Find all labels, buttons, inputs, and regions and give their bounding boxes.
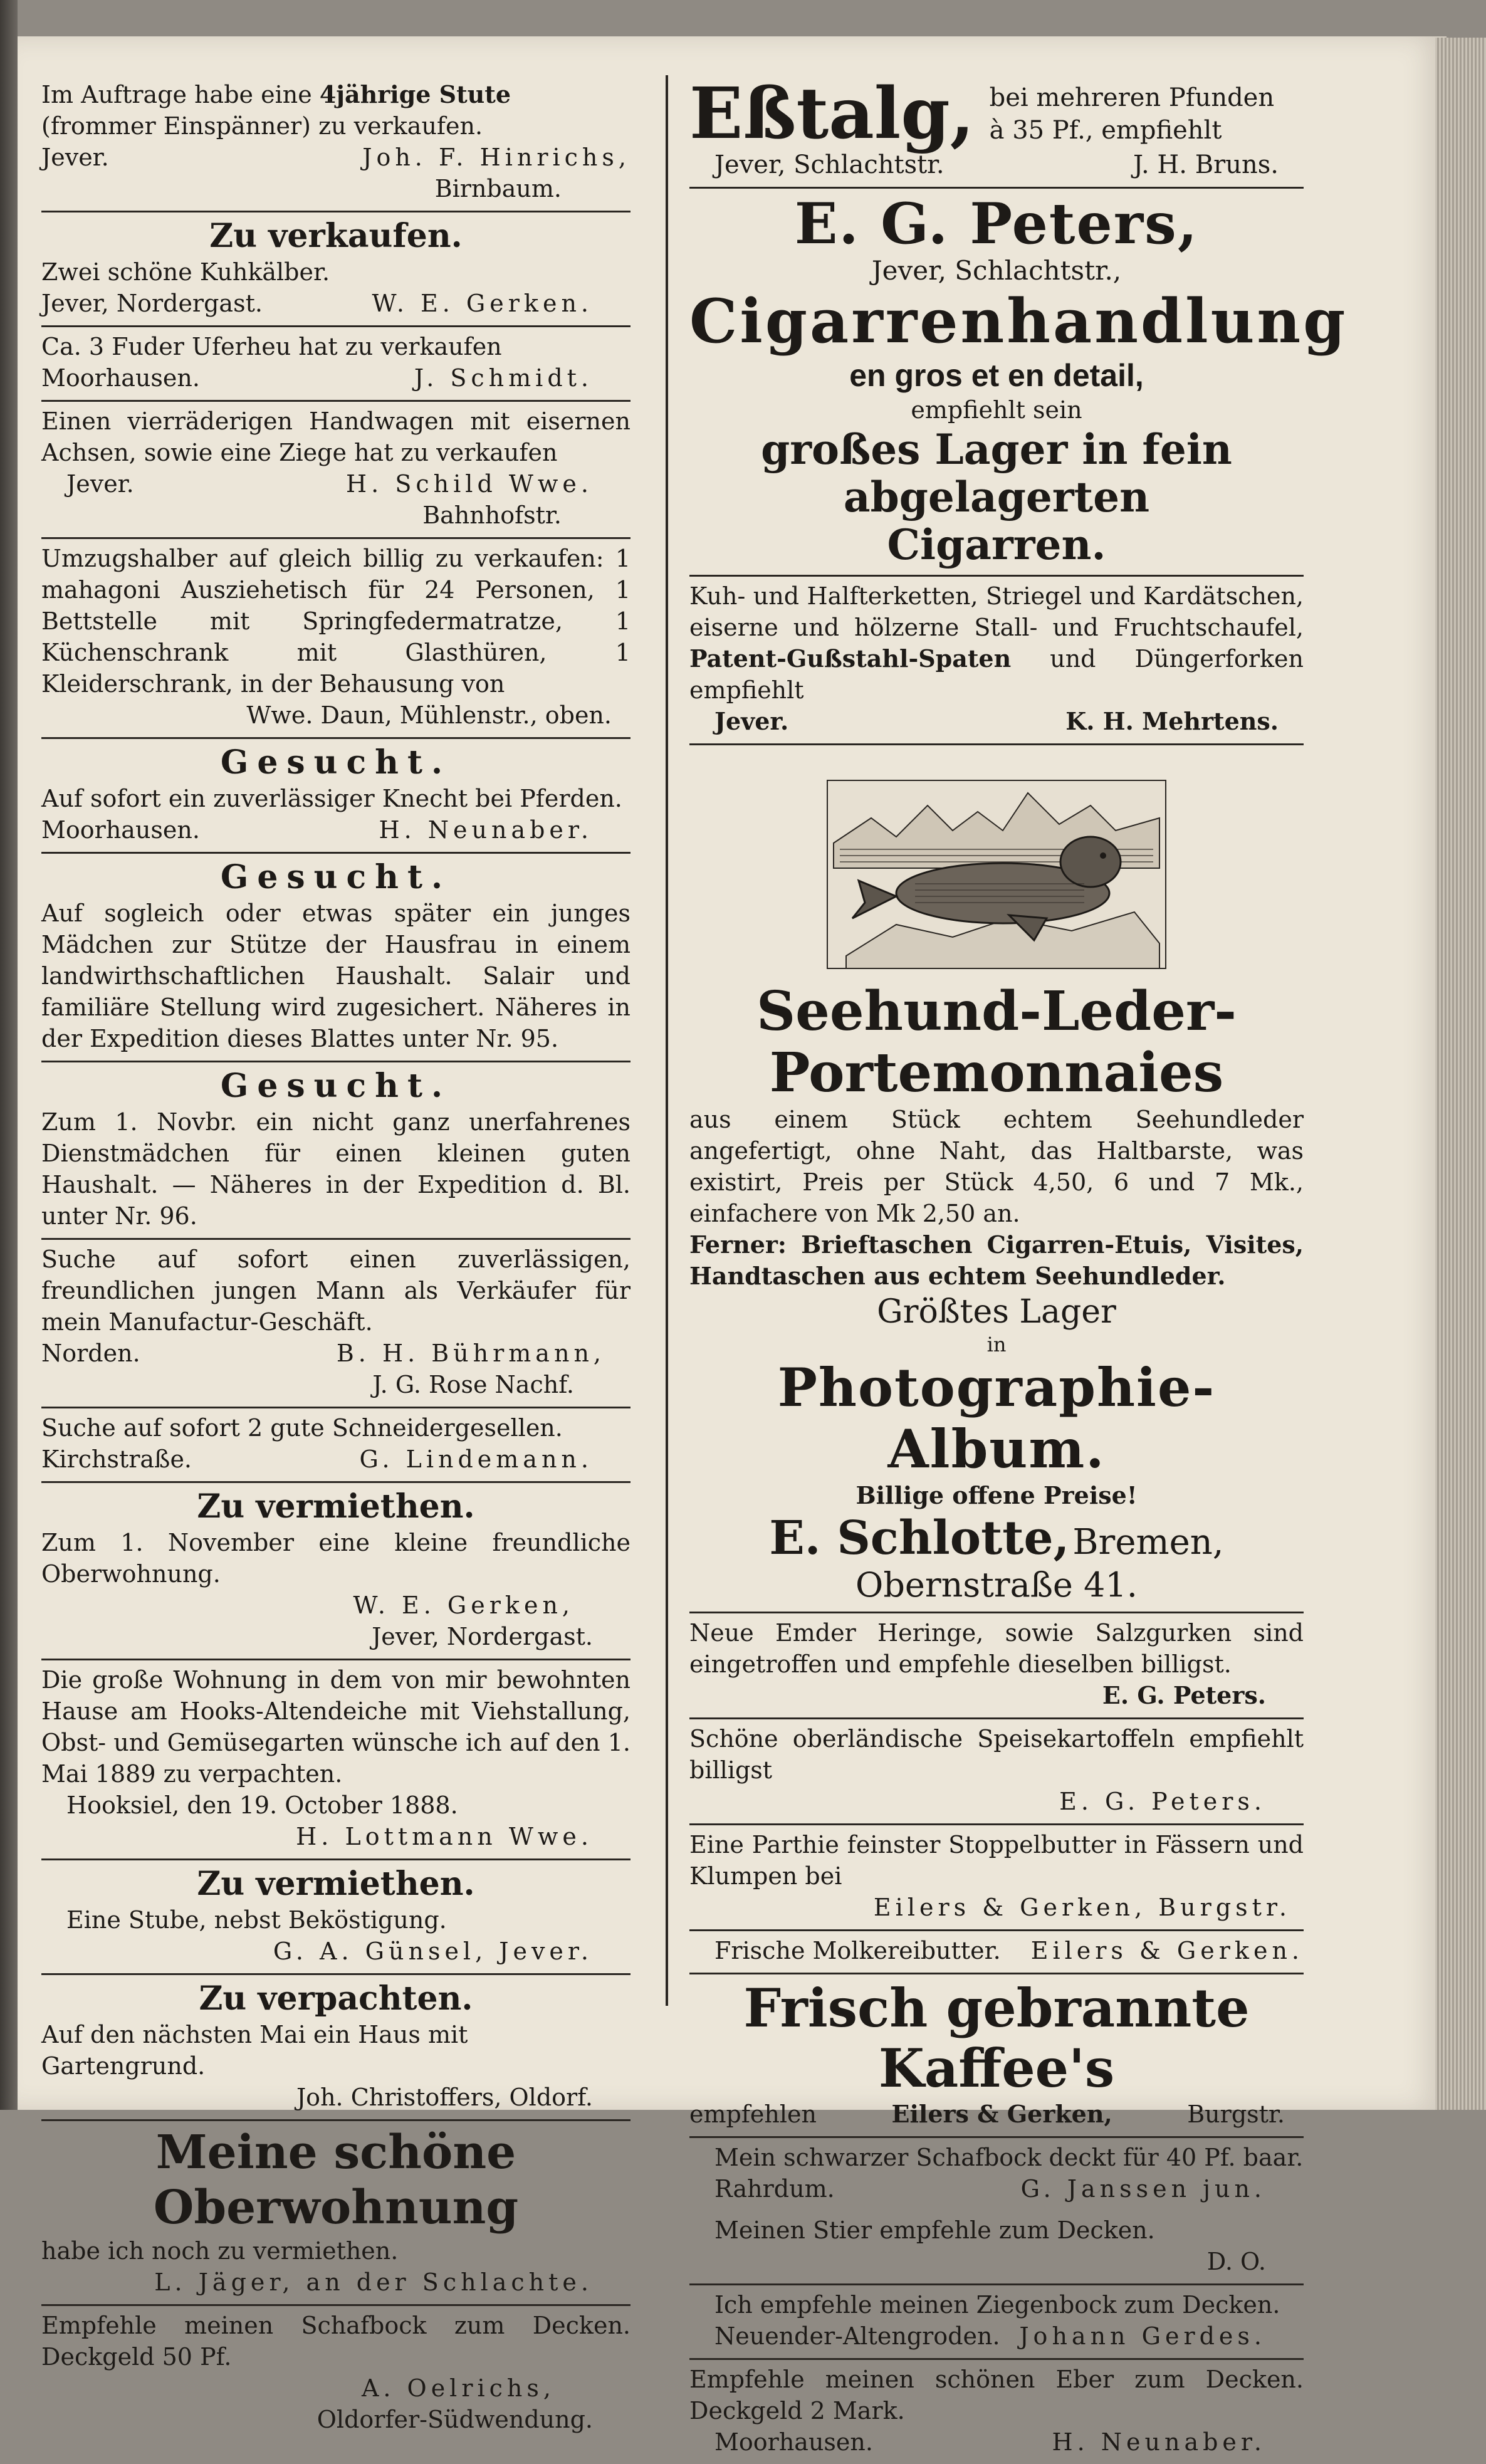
ad-text: Im Auftrage habe eine [41, 81, 312, 108]
ad-heading: Zu vermiethen. [197, 1487, 475, 1526]
ad-oberwohnung [41, 1483, 631, 1660]
ad-heading: Gesucht. [220, 743, 452, 782]
ad-text: (frommer Einspänner) zu verkaufen. [41, 112, 483, 140]
ad-signature: Eilers & Gerken. [1030, 1937, 1304, 1964]
ad-signature: H. Neunaber. [1052, 2428, 1266, 2456]
ad-signature: J. G. Rose Nachf. [372, 1371, 574, 1398]
ad-signature: W. E. Gerken. [372, 290, 593, 317]
ad-merchant-name: E. G. Peters, [794, 191, 1199, 257]
ad-signature: Wwe. Daun, Mühlenstr., oben. [246, 701, 612, 729]
ad-town: Moorhausen. [714, 2428, 873, 2456]
ad-town: Moorhausen. [41, 816, 200, 844]
ad-text: Ca. 3 Fuder Uferheu hat zu verkaufen [41, 333, 502, 360]
ad-text: Ferner: Brieftaschen Cigarren-Etuis, Visites, Handtaschen aus echtem Seehundleder. [689, 1230, 1304, 1290]
ad-heading: Gesucht. [220, 1067, 452, 1105]
ad-text: Auf sogleich oder etwas später ein junges Mädchen zur Stütze der Hausfrau in einem landwirthschaftlichen Haushalt. Salair und familiäre Stellung wird zugesichert. Näheres in der Expedition dieses Blattes unter Nr. 95. [41, 899, 631, 1052]
ad-text: Empfehle meinen Schafbock zum Decken. Deckgeld 50 Pf. [41, 2312, 631, 2371]
ad-town: Bremen, [1072, 1522, 1224, 1563]
ad-signature: H. Neunaber. [379, 816, 593, 844]
ad-text: Frische Molkereibutter. [714, 1937, 1001, 1964]
ad-text: Empfehle meinen schönen Eber zum Decken. Deckgeld 2 Mark. [689, 2366, 1304, 2425]
ad-place: Bahnhofstr. [422, 501, 562, 529]
ad-highlight: 4jährige Stute [319, 80, 511, 108]
ad-town: Kirchstraße. [41, 1445, 192, 1473]
ad-town: Jever, Nordergast. [41, 290, 263, 317]
ad-stute [41, 75, 631, 212]
ad-seehund-schlotte [689, 745, 1304, 1613]
ad-signature: Joh. F. Hinrichs, [362, 144, 631, 171]
ad-town: Rahrdum. [714, 2175, 835, 2203]
ad-signature: G. Lindemann. [359, 1445, 593, 1473]
ad-text: Kuh- und Halfterketten, Striegel und Kardätschen, eiserne und hölzerne Stall- und Fruchtschaufel, [689, 582, 1304, 641]
ad-place: Jever, Nordergast. [372, 1623, 593, 1650]
ad-text: à 35 Pf., empfiehlt [989, 116, 1222, 145]
ad-text: Eine Parthie feinster Stoppelbutter in Fässern und Klumpen bei [689, 1831, 1304, 1890]
ad-signature: A. Oelrichs, [361, 2374, 555, 2402]
ad-schafbock-janssen [689, 2138, 1304, 2211]
ad-text: Schöne oberländische Speisekartoffeln empfiehlt billigst [689, 1725, 1304, 1784]
ad-dienstmaedchen [41, 1062, 631, 1240]
ad-eber [689, 2360, 1304, 2464]
ad-town: Jever, Schlachtstr., [871, 255, 1122, 286]
ad-stoppelbutter [689, 1825, 1304, 1931]
ad-text: Meinen Stier empfehle zum Decken. [714, 2216, 1155, 2244]
ad-town: Jever. [41, 144, 109, 171]
ad-schafbock-oelrichs [41, 2306, 631, 2441]
ad-heading: Zu verpachten. [199, 1979, 473, 2018]
ad-text: habe ich noch zu vermiethen. [41, 2237, 399, 2265]
ad-text: aus einem Stück echtem Seehundleder angefertigt, ohne Naht, das Haltbarste, was existirt, Preis per Stück 4,50, 6 und 7 Mk., einfachere von Mk 2,50 an. [689, 1106, 1304, 1227]
ad-verkaeufer [41, 1240, 631, 1408]
column-divider [666, 75, 668, 2006]
ad-esstalg [689, 75, 1304, 189]
ad-uferheu [41, 327, 631, 402]
ad-town: Moorhausen. [41, 364, 200, 392]
ad-subheading: Größtes Lager [877, 1293, 1116, 1331]
ad-stier [689, 2211, 1304, 2285]
ad-handwagen [41, 402, 631, 539]
ad-text: empfehlen [689, 2100, 817, 2128]
page-stack-edge [1435, 38, 1486, 2110]
ad-cigarrenhandlung [689, 189, 1348, 577]
ad-town: Neuender-Altengroden. [714, 2322, 1000, 2350]
ad-text: Zum 1. November eine kleine freundliche Oberwohnung. [41, 1529, 631, 1588]
ad-schoene-oberwohnung [41, 2121, 631, 2306]
ad-heading: Gesucht. [220, 858, 452, 896]
ad-signature: J. H. Bruns. [1133, 150, 1279, 179]
ad-text: Eine Stube, nebst Beköstigung. [66, 1906, 447, 1934]
ad-kaffee [689, 1974, 1304, 2138]
ad-heading: Cigarrenhandlung [689, 286, 1348, 357]
ad-merchant-name: E. Schlotte, [769, 1511, 1070, 1565]
ad-mehrtens [689, 577, 1304, 745]
ad-signature: E. G. Peters. [1102, 1681, 1266, 1709]
ad-signature: Eilers & Gerken, [891, 2100, 1112, 2128]
ad-signature: Johann Gerdes. [1019, 2322, 1266, 2350]
ad-signature: Joh. Christoffers, Oldorf. [296, 2084, 593, 2111]
ad-heading: Frisch gebrannte Kaffee's [743, 1977, 1250, 2099]
ad-signature: H. Schild Wwe. [346, 470, 593, 498]
ad-text: Zwei schöne Kuhkälber. [41, 258, 330, 286]
ad-heading: Meine schöne Oberwohnung [153, 2126, 519, 2235]
ad-heading: Eßtalg, [689, 73, 975, 155]
ad-text: Zum 1. Novbr. ein nicht ganz unerfahrenes Dienstmädchen für einen kleinen guten Haushalt. — Näheres in der Expedition d. Bl. unter Nr. 96. [41, 1108, 631, 1230]
ad-signature: H. Lottmann Wwe. [296, 1823, 593, 1850]
ad-umzug [41, 539, 631, 739]
ad-text: Suche auf sofort 2 gute Schneidergesellen. [41, 1414, 563, 1442]
ad-date: Hooksiel, den 19. October 1888. [66, 1791, 458, 1819]
ad-haus-verpachten [41, 1975, 631, 2121]
ad-grosse-wohnung [41, 1660, 631, 1860]
ad-text: bei mehreren Pfunden [989, 83, 1275, 112]
ad-text: Auf sofort ein zuverlässiger Knecht bei Pferden. [41, 785, 622, 812]
ad-town: Norden. [41, 1339, 140, 1367]
ad-place: Oldorfer-Südwendung. [317, 2406, 593, 2433]
ad-knecht [41, 739, 631, 854]
ad-kartoffeln [689, 1719, 1304, 1825]
ad-heading: Seehund-Leder- [756, 980, 1237, 1043]
ad-text: Die große Wohnung in dem von mir bewohnten Hause am Hooks-Altendeiche mit Viehstallung, Obst- und Gemüsegarten wünsche ich auf den 1. Mai 1889 zu verpachten. [41, 1666, 631, 1788]
ad-text: Mein schwarzer Schafbock deckt für 40 Pf. baar. [714, 2144, 1304, 2171]
ad-signature: E. G. Peters. [1059, 1788, 1266, 1815]
ad-place: Obernstraße 41. [855, 1565, 1138, 1605]
ad-signature: W. E. Gerken, [353, 1591, 574, 1619]
ad-subheading: en gros et en detail, [849, 358, 1144, 393]
scan-left-edge [0, 0, 18, 2110]
ad-signature: G. A. Günsel, Jever. [273, 1937, 593, 1965]
ad-town: Jever. [66, 470, 134, 498]
ad-heading: Zu vermiethen. [197, 1865, 475, 1903]
ad-text: Ich empfehle meinen Ziegenbock zum Decken. [714, 2291, 1280, 2319]
ad-signature: B. H. Bührmann, [336, 1339, 605, 1367]
ad-text: empfiehlt sein [911, 396, 1082, 424]
ad-signature: L. Jäger, an der Schlachte. [154, 2268, 593, 2296]
ad-text: in [986, 1333, 1007, 1356]
ad-signature: K. H. Mehrtens. [1065, 707, 1279, 735]
ad-kuhkaelber [41, 212, 631, 327]
ad-stube [41, 1860, 631, 1975]
ad-text: Einen vierräderigen Handwagen mit eisernen Achsen, sowie eine Ziege hat zu verkaufen [41, 407, 631, 466]
seal-on-ice-illustration [821, 768, 1172, 975]
ad-text: Billige offene Preise! [855, 1481, 1138, 1509]
ad-heading: Photographie-Album. [777, 1356, 1216, 1480]
ad-molkereibutter [689, 1931, 1304, 1974]
ad-signature: D. O. [1206, 2248, 1266, 2275]
ad-highlight: Patent-Gußstahl-Spaten [689, 644, 1012, 673]
ad-heringe [689, 1613, 1304, 1719]
ad-schneider [41, 1408, 631, 1483]
ad-maedchen [41, 854, 631, 1062]
ad-ziegenbock [689, 2285, 1304, 2360]
ad-signature: J. Schmidt. [414, 364, 593, 392]
ad-place: Birnbaum. [434, 175, 562, 202]
ad-text: Auf den nächsten Mai ein Haus mit Gartengrund. [41, 2021, 468, 2080]
ad-text: großes Lager in fein abgelagerten [761, 425, 1232, 522]
ad-text: Suche auf sofort einen zuverlässigen, freundlichen jungen Mann als Verkäufer für mein Manufactur-Geschäft. [41, 1245, 631, 1336]
left-column [41, 75, 631, 2441]
ad-signature: G. Janssen jun. [1020, 2175, 1266, 2203]
ad-place: Burgstr. [1187, 2100, 1285, 2128]
ad-signature: Eilers & Gerken, Burgstr. [873, 1894, 1291, 1921]
ad-heading: Zu verkaufen. [209, 217, 463, 255]
ad-text: Cigarren. [887, 520, 1106, 569]
ad-text: Neue Emder Heringe, sowie Salzgurken sind eingetroffen und empfehle dieselben billigst. [689, 1619, 1304, 1678]
ad-text: Umzugshalber auf gleich billig zu verkaufen: 1 mahagoni Ausziehetisch für 24 Personen, 1 Bettstelle mit Springfedermatratze, 1 Küchenschrank mit Glasthüren, 1 Kleiderschrank, in der Behausung von [41, 545, 631, 698]
ad-town: Jever, Schlachtstr. [714, 150, 944, 179]
ad-heading: Portemonnaies [769, 1041, 1224, 1104]
ad-town: Jever. [714, 707, 789, 735]
right-column [689, 73, 1348, 2464]
ad-text: und Düngerforken empfiehlt [689, 645, 1304, 704]
